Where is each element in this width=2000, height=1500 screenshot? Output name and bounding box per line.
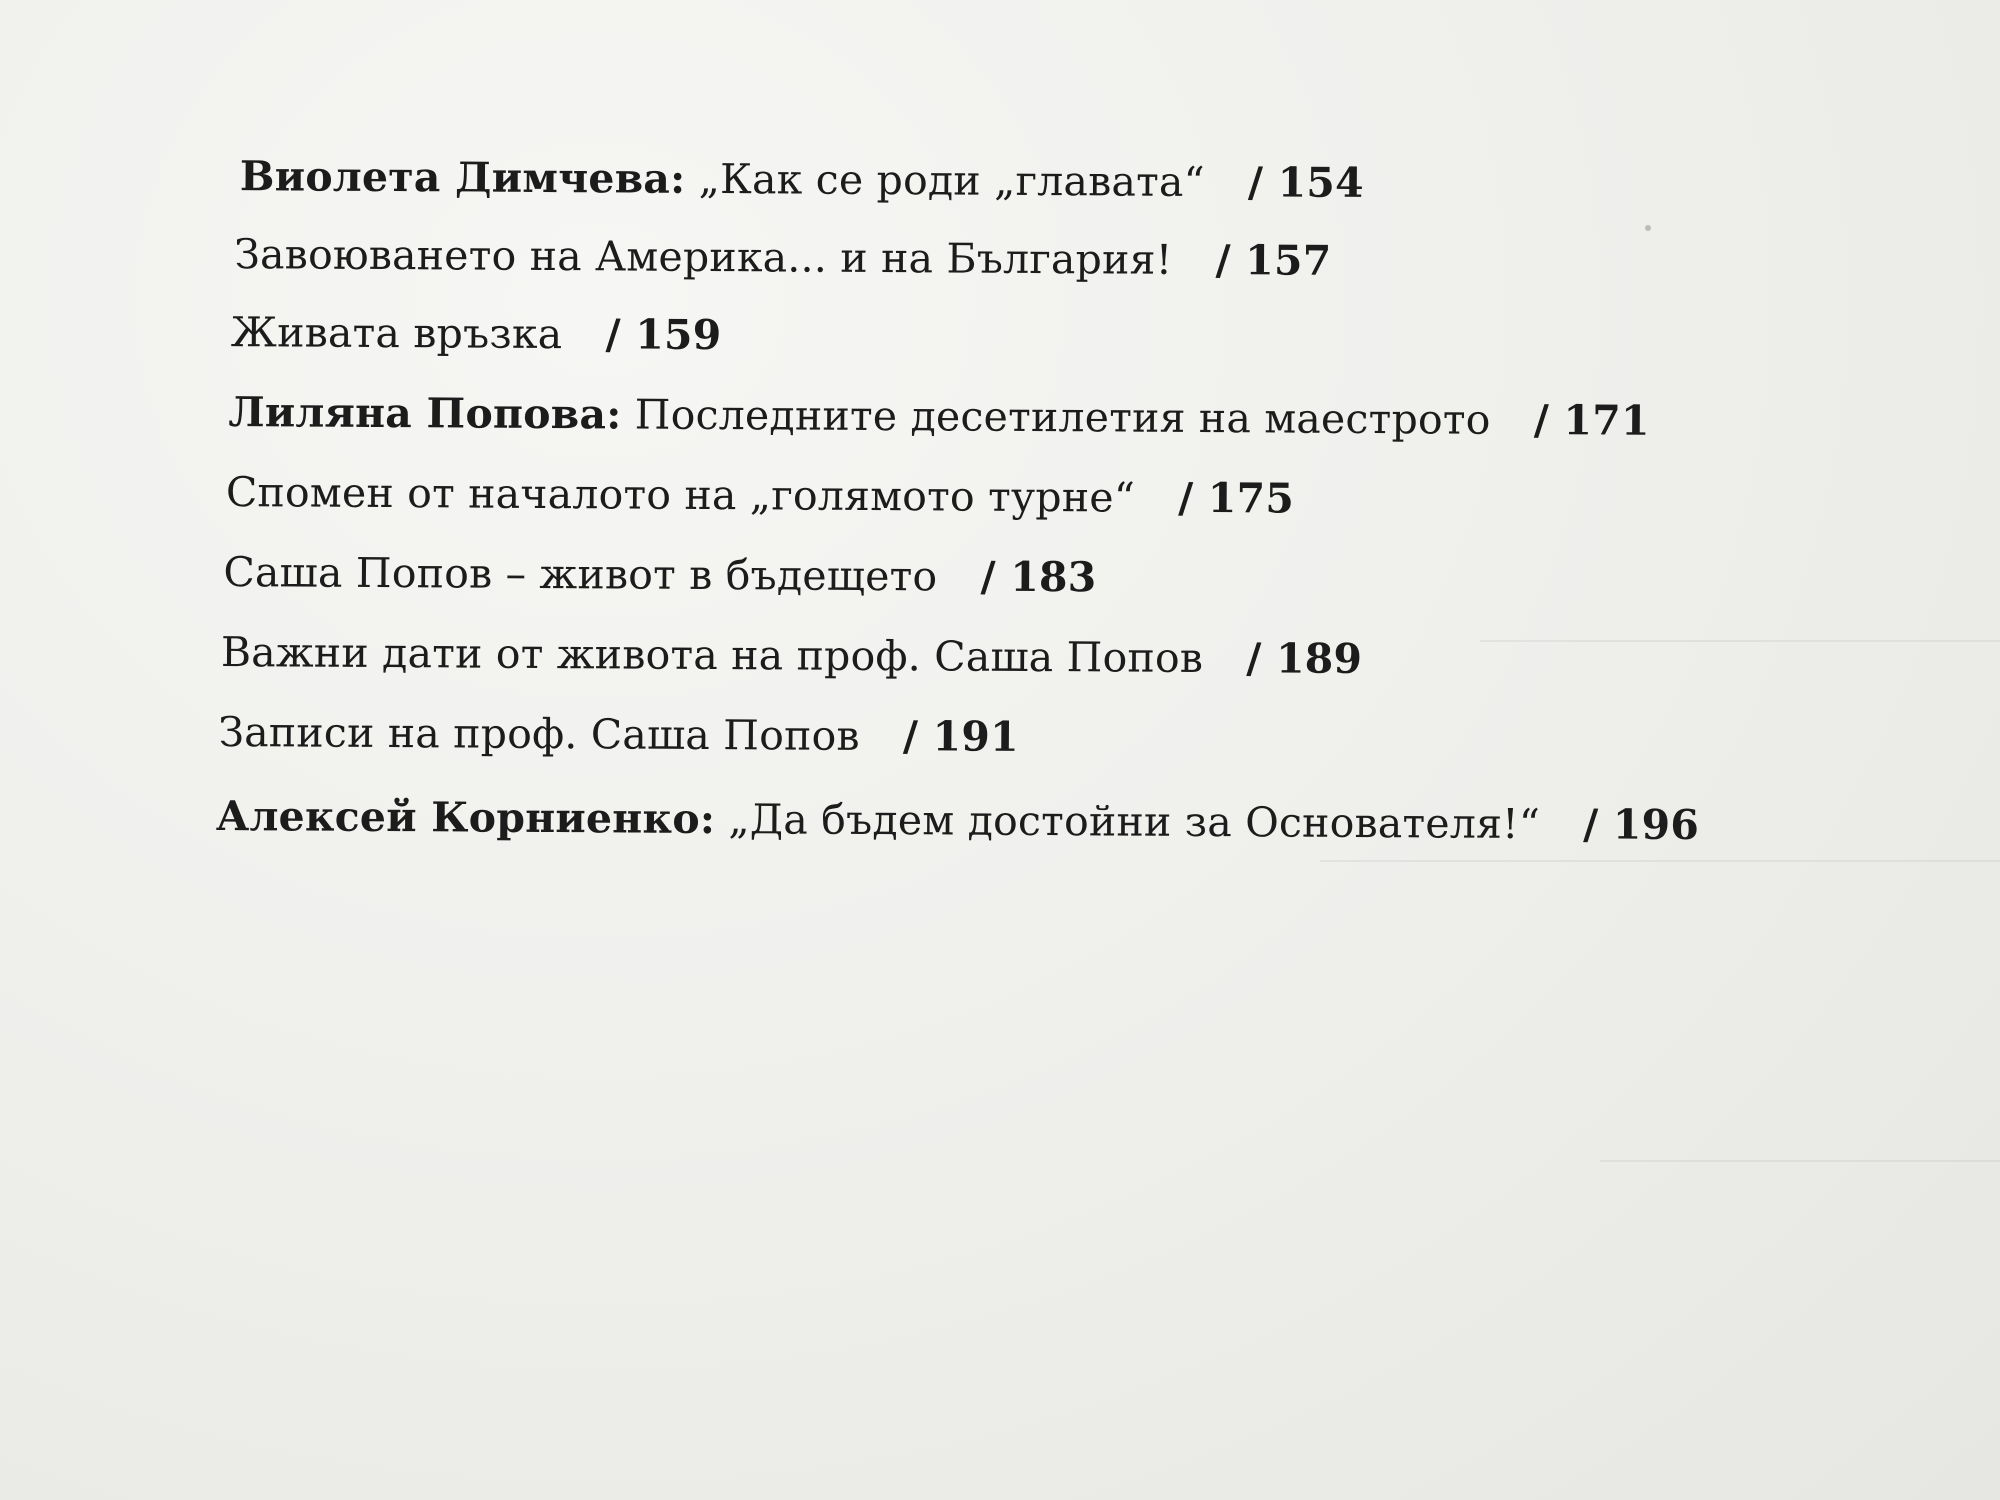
toc-title: Саша Попов – живот в бъдещето (223, 548, 938, 601)
paper-speck (1645, 225, 1651, 231)
table-of-contents (215, 150, 1820, 850)
toc-page-number: / 189 (1246, 634, 1363, 683)
toc-title: Спомен от началото на „голямото турне“ (225, 468, 1136, 522)
toc-author: Виолета Димчева: (239, 152, 686, 203)
toc-page-number: / 157 (1215, 236, 1332, 285)
bleed-through-line (1480, 640, 2000, 642)
toc-title: Записи на проф. Саша Попов (218, 708, 860, 760)
toc-entry (223, 546, 1096, 603)
toc-title: Последните десетилетия на маестрото (634, 390, 1491, 444)
toc-entry (221, 626, 1363, 685)
bleed-through-line (1320, 860, 2000, 862)
toc-title: Завоюването на Америка... и на България! (234, 230, 1173, 284)
toc-entry (234, 228, 1331, 287)
toc-page-number: / 175 (1178, 473, 1295, 523)
toc-title: Живата връзка (230, 308, 563, 359)
toc-entry (226, 466, 1294, 525)
toc-author: Алексей Корниенко: (215, 791, 716, 844)
toc-entry (228, 386, 1650, 447)
toc-title: „Да бъдем достойни за Основателя!“ (728, 795, 1541, 849)
toc-entry (231, 306, 722, 361)
toc-title: Важни дати от живота на проф. Саша Попов (220, 628, 1204, 683)
toc-entry (218, 706, 1019, 763)
toc-entry (240, 150, 1364, 209)
toc-page-number: / 196 (1583, 800, 1700, 850)
bleed-through-line (1600, 1160, 2000, 1162)
toc-page-number: / 159 (605, 310, 722, 360)
toc-page-number: / 191 (902, 712, 1019, 761)
toc-title: „Как се роди „главата“ (698, 154, 1205, 207)
toc-entry (216, 790, 1699, 851)
toc-page-number: / 171 (1533, 396, 1650, 445)
toc-author: Лиляна Попова: (228, 388, 622, 439)
toc-page-number: / 154 (1247, 158, 1364, 207)
toc-page-number: / 183 (980, 552, 1097, 602)
